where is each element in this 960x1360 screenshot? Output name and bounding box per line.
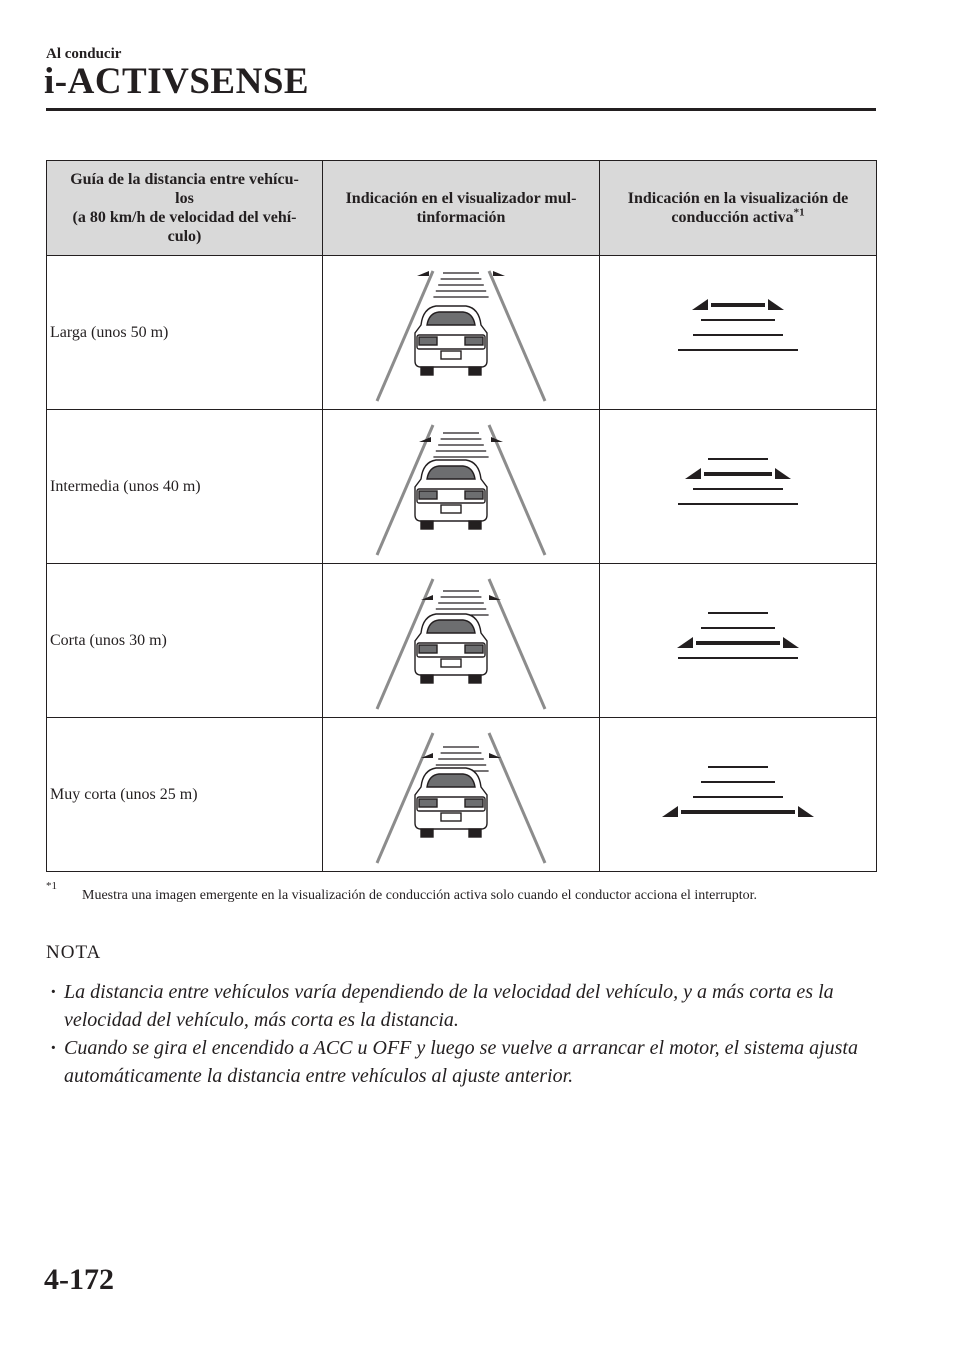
bullet-icon: · bbox=[50, 981, 57, 1003]
multi-info-display-cell bbox=[323, 256, 600, 410]
multi-info-display-cell bbox=[323, 718, 600, 872]
section-label: Al conducir bbox=[46, 46, 122, 62]
car-rear-icon bbox=[415, 306, 487, 375]
header-col2-line2: tinformación bbox=[416, 209, 506, 226]
footnote: *1 Muestra una imagen emergente en la visualización de conducción activa solo cuando el conductor acciona el interruptor. bbox=[46, 886, 876, 906]
note-list bbox=[46, 978, 876, 1090]
header-active-driving-display bbox=[600, 161, 877, 256]
lane-line-right bbox=[489, 271, 545, 401]
multi-info-display-illustration bbox=[361, 263, 561, 403]
header-distance-guide bbox=[47, 161, 323, 256]
note-item-text: Cuando se gira el encendido a ACC u OFF y luego se vuelve a arrancar el motor, el sistema ajusta automáticamente la distancia entre vehículos al ajuste anterior. bbox=[64, 1037, 858, 1087]
header-col3-line1: Indicación en la visualización de bbox=[627, 190, 849, 207]
car-rear-icon bbox=[415, 768, 487, 837]
header-col1-line4: culo) bbox=[167, 228, 202, 245]
distance-label: Intermedia (unos 40 m) bbox=[47, 410, 323, 564]
distance-label: Corta (unos 30 m) bbox=[47, 564, 323, 718]
header-col1-line1: Guía de la distancia entre vehícu- bbox=[70, 171, 299, 188]
page-number: 4-172 bbox=[44, 1263, 114, 1296]
distance-marker-right bbox=[768, 299, 784, 310]
distance-marker-left bbox=[419, 437, 431, 442]
multi-info-display-illustration bbox=[361, 417, 561, 557]
note-item-text: La distancia entre vehículos varía dependiendo de la velocidad del vehículo, y a más corta es la velocidad del vehículo, más corta es la distancia. bbox=[64, 981, 834, 1031]
header-col1-line3: (a 80 km/h de velocidad del vehí- bbox=[72, 209, 297, 226]
active-driving-display-cell bbox=[600, 564, 877, 718]
header-col3-footnote-mark: *1 bbox=[793, 206, 805, 219]
note-item bbox=[46, 1034, 876, 1090]
multi-info-display-cell bbox=[323, 410, 600, 564]
footnote-text: Muestra una imagen emergente en la visualización de conducción activa solo cuando el conductor acciona el interruptor. bbox=[82, 888, 757, 903]
lane-line-right bbox=[489, 425, 545, 555]
active-driving-display-cell bbox=[600, 718, 877, 872]
note-heading: NOTA bbox=[46, 942, 102, 963]
distance-label: Muy corta (unos 25 m) bbox=[47, 718, 323, 872]
bullet-icon: · bbox=[50, 1037, 57, 1059]
active-driving-display-cell bbox=[600, 256, 877, 410]
multi-info-display-cell bbox=[323, 564, 600, 718]
active-driving-display-illustration bbox=[638, 427, 838, 547]
car-rear-icon bbox=[415, 460, 487, 529]
distance-marker-right bbox=[491, 437, 503, 442]
distance-marker-left bbox=[692, 299, 708, 310]
distance-marker-left bbox=[677, 637, 693, 648]
table-row bbox=[47, 410, 877, 564]
distance-marker-left bbox=[685, 468, 701, 479]
lane-line-right bbox=[489, 733, 545, 863]
table-header-row bbox=[47, 161, 877, 256]
page-title: i-ACTIVSENSE bbox=[44, 61, 310, 102]
car-rear-icon bbox=[415, 614, 487, 683]
distance-marker-left bbox=[417, 271, 429, 276]
active-driving-display-illustration bbox=[638, 581, 838, 701]
multi-info-display-illustration bbox=[361, 571, 561, 711]
active-driving-display-illustration bbox=[638, 735, 838, 855]
note-item bbox=[46, 978, 876, 1034]
table-row bbox=[47, 256, 877, 410]
distance-marker-left bbox=[662, 806, 678, 817]
active-driving-display-cell bbox=[600, 410, 877, 564]
active-driving-display-illustration bbox=[638, 273, 838, 393]
table-row bbox=[47, 718, 877, 872]
multi-info-display-illustration bbox=[361, 725, 561, 865]
header-multi-info-display bbox=[323, 161, 600, 256]
distance-label: Larga (unos 50 m) bbox=[47, 256, 323, 410]
title-divider bbox=[46, 108, 876, 111]
distance-marker-right bbox=[798, 806, 814, 817]
header-col3-line2: conducción activa bbox=[671, 209, 794, 226]
distance-marker-right bbox=[783, 637, 799, 648]
distance-marker-right bbox=[775, 468, 791, 479]
header-col1-line2: los bbox=[175, 190, 194, 207]
distance-table bbox=[46, 160, 877, 872]
table-row bbox=[47, 564, 877, 718]
header-col2-line1: Indicación en el visualizador mul- bbox=[345, 190, 577, 207]
distance-marker-right bbox=[493, 271, 505, 276]
